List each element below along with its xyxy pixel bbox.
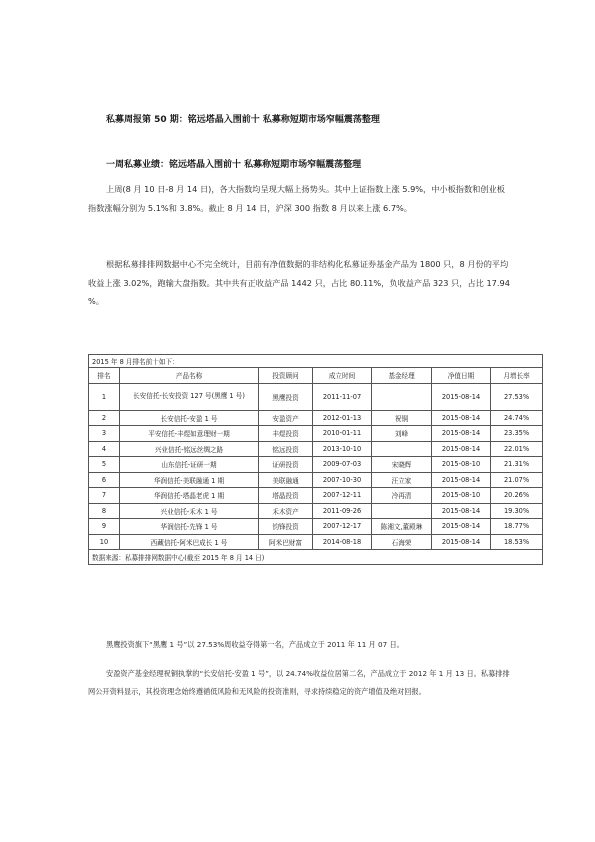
cell-fund-manager: 石海荣 xyxy=(372,534,432,550)
cell-product-name: 华润信托-先锋 1 号 xyxy=(120,519,259,535)
cell-product-name: 西藏信托-阿米巴成长 1 号 xyxy=(120,534,259,550)
cell-advisor: 阿米巴财富 xyxy=(259,534,313,550)
cell-monthly-growth: 19.30% xyxy=(491,503,543,519)
cell-product-name: 华润信托-塔晶老虎 1 期 xyxy=(120,488,259,504)
cell-established: 2007-10-30 xyxy=(313,472,372,488)
cell-monthly-growth: 22.01% xyxy=(491,441,543,457)
cell-advisor: 丰煜投资 xyxy=(259,426,313,442)
table-row xyxy=(89,441,543,457)
cell-monthly-growth: 23.35% xyxy=(491,426,543,442)
cell-fund-manager: 祝铜 xyxy=(372,410,432,426)
cell-fund-manager: 汪立家 xyxy=(372,472,432,488)
table-header-row xyxy=(89,368,543,384)
paragraph-first-place: 黑鹰投资旗下“黑鹰 1 号”以 27.53%周收益夺得第一名，产品成立于 2011 年 11 月 07 日。 xyxy=(106,640,404,649)
section-heading: 一周私募业绩：铭远塔晶入围前十 私募称短期市场窄幅震荡整理 xyxy=(106,160,362,170)
header-nav-date: 净值日期 xyxy=(432,368,491,384)
cell-fund-manager: 刘峰 xyxy=(372,426,432,442)
table-row xyxy=(89,457,543,473)
paragraph-market: 上周(8 月 10 日-8 月 14 日)，各大指数均呈现大幅上扬势头。其中上证指数上涨 5.9%，中小板指数和创业板指数涨幅分别为 5.1%和 3.8%。截止 8 月 14 日，沪深 300 指数 8 月以来上涨 6.7%。 xyxy=(88,184,505,213)
table-row xyxy=(89,503,543,519)
cell-nav-date: 2015-08-14 xyxy=(432,472,491,488)
cell-established: 2014-08-18 xyxy=(313,534,372,550)
document-title: 私募周报第 50 期：铭远塔晶入围前十 私募称短期市场窄幅震荡整理 xyxy=(106,115,380,125)
cell-rank: 1 xyxy=(89,383,120,410)
cell-fund-manager xyxy=(372,383,432,410)
cell-established: 2011-09-26 xyxy=(313,503,372,519)
cell-established: 2013-10-10 xyxy=(313,441,372,457)
cell-rank: 3 xyxy=(89,426,120,442)
table-source-row xyxy=(89,550,543,565)
cell-rank: 8 xyxy=(89,503,120,519)
table-row xyxy=(89,410,543,426)
cell-advisor: 安盈资产 xyxy=(259,410,313,426)
cell-advisor: 证研投资 xyxy=(259,457,313,473)
cell-rank: 7 xyxy=(89,488,120,504)
cell-product-name: 长安信托-长安投资 127 号(黑鹰 1 号) xyxy=(120,383,259,410)
cell-nav-date: 2015-08-14 xyxy=(432,519,491,535)
cell-fund-manager: 陈湘文,董殿琳 xyxy=(372,519,432,535)
cell-nav-date: 2015-08-14 xyxy=(432,410,491,426)
cell-nav-date: 2015-08-10 xyxy=(432,457,491,473)
ranking-table-wrapper xyxy=(88,354,542,565)
cell-established: 2011-11-07 xyxy=(313,383,372,410)
table-row xyxy=(89,472,543,488)
cell-established: 2007-12-17 xyxy=(313,519,372,535)
header-advisor: 投资顾问 xyxy=(259,368,313,384)
cell-nav-date: 2015-08-14 xyxy=(432,503,491,519)
cell-nav-date: 2015-08-14 xyxy=(432,426,491,442)
cell-rank: 2 xyxy=(89,410,120,426)
ranking-table xyxy=(88,354,543,565)
table-source: 数据来源：私募排排网数据中心(截至 2015 年 8 月 14 日) xyxy=(89,550,543,565)
cell-product-name: 山东信托-证研一期 xyxy=(120,457,259,473)
cell-product-name: 兴业信托-铭远丝绸之路 xyxy=(120,441,259,457)
cell-monthly-growth: 21.07% xyxy=(491,472,543,488)
cell-monthly-growth: 18.77% xyxy=(491,519,543,535)
table-caption: 2015 年 8 月排名前十如下： xyxy=(89,355,543,368)
header-rank: 排名 xyxy=(89,368,120,384)
cell-product-name: 兴业信托-禾木 1 号 xyxy=(120,503,259,519)
cell-rank: 5 xyxy=(89,457,120,473)
paragraph-statistics: 根据私募排排网数据中心不完全统计，目前有净值数据的非结构化私募证券基金产品为 1800 只，8 月份的平均收益上涨 3.02%，跑输大盘指数。其中共有正收益产品 1442 只，占比 80.11%，负收益产品 323 只，占比 17.94 %。 xyxy=(88,259,510,306)
cell-advisor: 黑鹰投资 xyxy=(259,383,313,410)
cell-fund-manager: 宋晓辉 xyxy=(372,457,432,473)
cell-nav-date: 2015-08-14 xyxy=(432,441,491,457)
cell-rank: 4 xyxy=(89,441,120,457)
cell-established: 2007-12-11 xyxy=(313,488,372,504)
cell-monthly-growth: 24.74% xyxy=(491,410,543,426)
cell-product-name: 平安信托-丰煜如意理财一期 xyxy=(120,426,259,442)
header-established: 成立时间 xyxy=(313,368,372,384)
cell-fund-manager: 冷再清 xyxy=(372,488,432,504)
table-row xyxy=(89,534,543,550)
cell-advisor: 禾木资产 xyxy=(259,503,313,519)
cell-established: 2009-07-03 xyxy=(313,457,372,473)
cell-monthly-growth: 27.53% xyxy=(491,383,543,410)
table-caption-row xyxy=(89,355,543,368)
cell-advisor: 美联融通 xyxy=(259,472,313,488)
cell-advisor: 铭远投资 xyxy=(259,441,313,457)
cell-monthly-growth: 20.26% xyxy=(491,488,543,504)
cell-rank: 6 xyxy=(89,472,120,488)
cell-product-name: 华润信托-美联融通 1 期 xyxy=(120,472,259,488)
table-row xyxy=(89,519,543,535)
table-row xyxy=(89,488,543,504)
cell-advisor: 钧锋投资 xyxy=(259,519,313,535)
cell-rank: 9 xyxy=(89,519,120,535)
cell-monthly-growth: 18.53% xyxy=(491,534,543,550)
cell-advisor: 塔晶投资 xyxy=(259,488,313,504)
cell-fund-manager xyxy=(372,441,432,457)
cell-nav-date: 2015-08-10 xyxy=(432,488,491,504)
header-monthly-growth: 月增长率 xyxy=(491,368,543,384)
header-product-name: 产品名称 xyxy=(120,368,259,384)
cell-fund-manager xyxy=(372,503,432,519)
table-row xyxy=(89,383,543,410)
header-fund-manager: 基金经理 xyxy=(372,368,432,384)
cell-established: 2010-01-11 xyxy=(313,426,372,442)
table-row xyxy=(89,426,543,442)
cell-nav-date: 2015-08-14 xyxy=(432,534,491,550)
cell-nav-date: 2015-08-14 xyxy=(432,383,491,410)
cell-product-name: 长安信托-安盈 1 号 xyxy=(120,410,259,426)
cell-established: 2012-01-13 xyxy=(313,410,372,426)
paragraph-second-place: 安盈资产基金经理祝铜执掌的“长安信托-安盈 1 号”，以 24.74%收益位居第二名，产品成立于 2012 年 1 月 13 日。私募排排网公开资料显示，其投资理念始终遵循低风险和无风险的投资准则，寻求持续稳定的资产增值及绝对回报。 xyxy=(88,669,510,696)
cell-rank: 10 xyxy=(89,534,120,550)
cell-monthly-growth: 21.31% xyxy=(491,457,543,473)
